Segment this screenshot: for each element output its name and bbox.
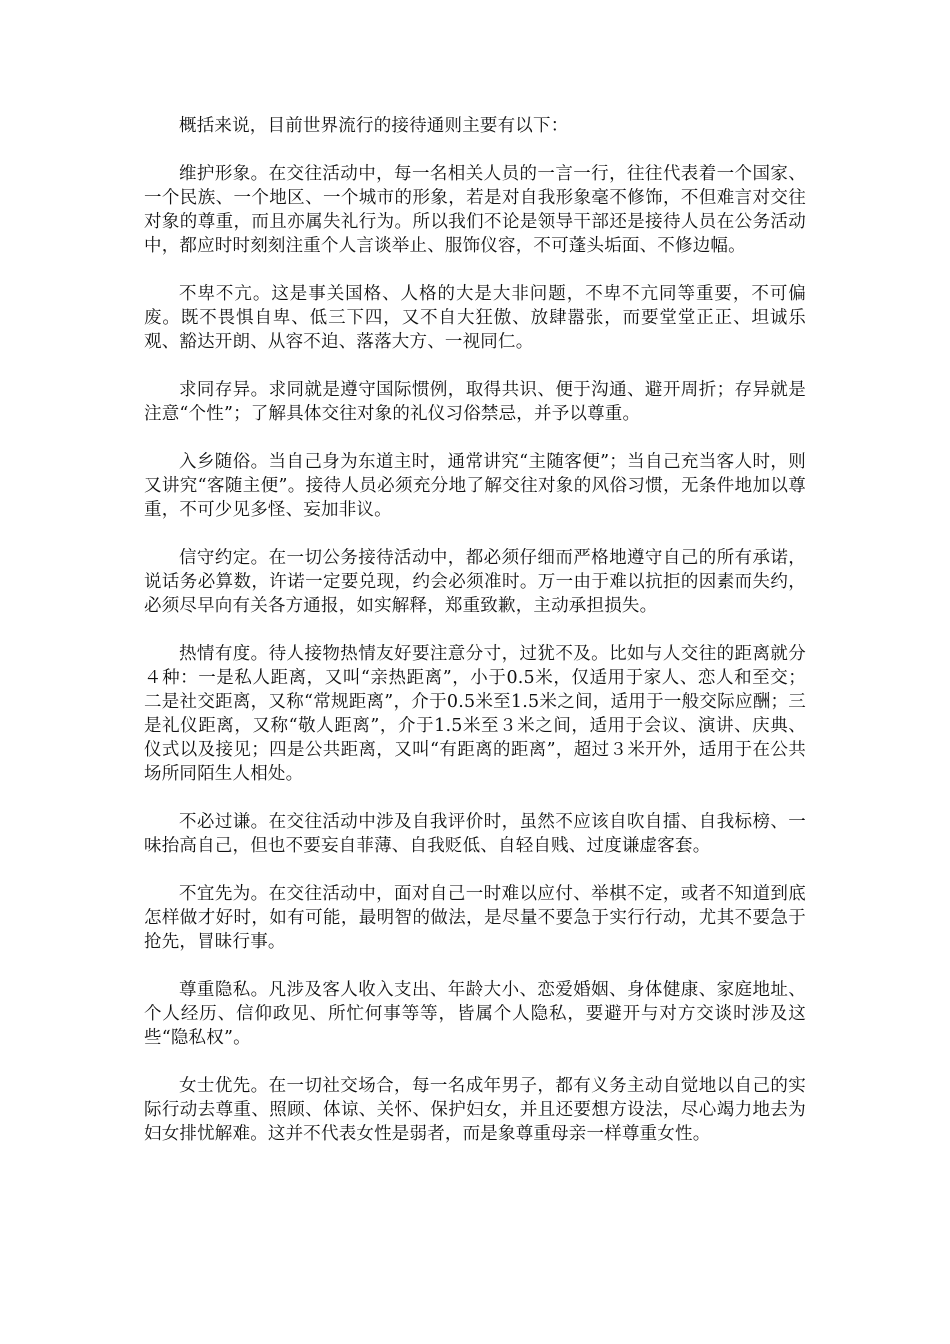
paragraph-neither-humble-nor-arrogant: 不卑不亢。这是事关国格、人格的大是大非问题，不卑不亢同等重要，不可偏废。既不畏惧自卑、低三下四，又不自大狂傲、放肆嚣张，而要堂堂正正、坦诚乐观、豁达开朗、从容不迫、落落大方、一视同仁。 [144, 284, 806, 352]
paragraph-keep-promises: 信守约定。在一切公务接待活动中，都必须仔细而严格地遵守自己的所有承诺，说话务必算数，许诺一定要兑现，约会必须准时。万一由于难以抗拒的因素而失约，必须尽早向有关各方通报，如实解释，郑重致歉，主动承担损失。 [144, 548, 806, 616]
paragraph-seek-common-ground: 求同存异。求同就是遵守国际惯例，取得共识、便于沟通、避开周折；存异就是注意“个性”；了解具体交往对象的礼仪习俗禁忌，并予以尊重。 [144, 380, 806, 424]
paragraph-maintain-image: 维护形象。在交往活动中，每一名相关人员的一言一行，往往代表着一个国家、一个民族、一个地区、一个城市的形象，若是对自我形象毫不修饰，不但难言对交往对象的尊重，而且亦属失礼行为。所以我们不论是领导干部还是接待人员在公务活动中，都应时时刻刻注重个人言谈举止、服饰仪容，不可蓬头垢面、不修边幅。 [144, 164, 806, 256]
paragraph-ladies-first: 女士优先。在一切社交场合，每一名成年男子，都有义务主动自觉地以自己的实际行动去尊重、照顾、体谅、关怀、保护妇女，并且还要想方设法，尽心竭力地去为妇女排忧解难。这并不代表女性是弱者，而是象尊重母亲一样尊重女性。 [144, 1076, 806, 1144]
paragraph-do-not-act-first: 不宜先为。在交往活动中，面对自己一时难以应付、举棋不定，或者不知道到底怎样做才好时，如有可能，最明智的做法，是尽量不要急于实行行动，尤其不要急于抢先，冒昧行事。 [144, 884, 806, 952]
document-body [144, 114, 806, 1170]
paragraph-not-overly-modest: 不必过谦。在交往活动中涉及自我评价时，虽然不应该自吹自擂、自我标榜、一味抬高自己，但也不要妄自菲薄、自我贬低、自轻自贱、过度谦虚客套。 [144, 812, 806, 856]
paragraph-intro: 概括来说，目前世界流行的接待通则主要有以下： [179, 116, 569, 136]
paragraph-follow-local-customs: 入乡随俗。当自己身为东道主时，通常讲究“主随客便”；当自己充当客人时，则又讲究“客随主便”。接待人员必须充分地了解交往对象的风俗习惯，无条件地加以尊重，不可少见多怪、妄加非议。 [144, 452, 806, 520]
paragraph-moderate-warmth: 热情有度。待人接物热情友好要注意分寸，过犹不及。比如与人交往的距离就分４种：一是私人距离，又叫“亲热距离”，小于0.5米，仅适用于家人、恋人和至交；二是社交距离，又称“常规距离”，介于0.5米至1.5米之间，适用于一般交际应酬；三是礼仪距离，又称“敬人距离”，介于1.5米至３米之间，适用于会议、演讲、庆典、仪式以及接见；四是公共距离，又叫“有距离的距离”，超过３米开外，适用于在公共场所同陌生人相处。 [144, 644, 806, 784]
paragraph-respect-privacy: 尊重隐私。凡涉及客人收入支出、年龄大小、恋爱婚姻、身体健康、家庭地址、个人经历、信仰政见、所忙何事等等，皆属个人隐私，要避开与对方交谈时涉及这些“隐私权”。 [144, 980, 806, 1048]
